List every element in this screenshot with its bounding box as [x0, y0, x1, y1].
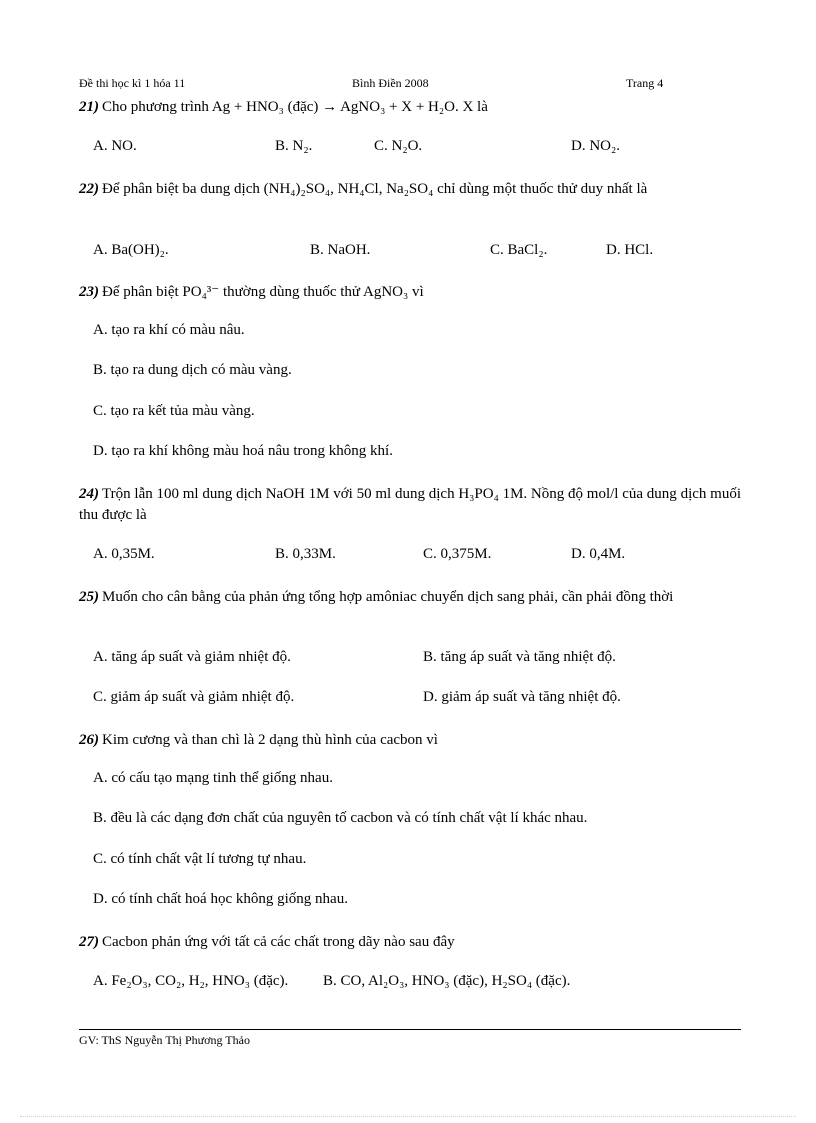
question-stem: Cho phương trình Ag + HNO₃ (đặc) → AgNO₃ + X + H₂O. X là [102, 99, 488, 115]
question-27 [79, 932, 741, 953]
question-23 [79, 282, 741, 303]
question-stem: Để phân biệt ba dung dịch (NH₄)₂SO₄, NH₄Cl, Na₂SO₄ chỉ dùng một thuốc thử duy nhất là [102, 181, 648, 197]
option-a: A. Ba(OH)₂. [93, 242, 169, 258]
option-b: B. đều là các dạng đơn chất của nguyên tố cacbon và có tính chất vật lí khác nhau. [93, 810, 588, 826]
option-a: A. Fe₂O₃, CO₂, H₂, HNO₃ (đặc). [93, 973, 289, 989]
option-d: D. có tính chất hoá học không giống nhau. [93, 891, 348, 907]
option-a: A. tạo ra khí có màu nâu. [93, 322, 245, 338]
question-number: 25) [79, 589, 99, 605]
footer-divider [79, 1029, 741, 1030]
option-a: A. NO. [93, 138, 137, 154]
header-page-number: Trang 4 [626, 76, 664, 90]
question-21 [79, 97, 741, 118]
header-exam-title: Đề thi học kì 1 hóa 11 [79, 76, 186, 90]
question-25 [79, 587, 741, 608]
option-b: B. 0,33M. [275, 546, 336, 562]
footer-teacher: GV: ThS Nguyễn Thị Phương Thảo [79, 1033, 250, 1047]
option-b: B. tạo ra dung dịch có màu vàng. [93, 362, 292, 378]
option-c: C. có tính chất vật lí tương tự nhau. [93, 851, 307, 867]
question-number: 24) [79, 486, 99, 502]
question-26 [79, 730, 741, 751]
question-number: 23) [79, 284, 99, 300]
option-a: A. 0,35M. [93, 546, 155, 562]
question-stem: Để phân biệt PO₄³⁻ thường dùng thuốc thử AgNO₃ vì [102, 284, 424, 300]
question-number: 27) [79, 934, 99, 950]
option-a: A. có cấu tạo mạng tinh thể giống nhau. [93, 770, 333, 786]
option-b: B. N₂. [275, 138, 313, 154]
option-d: D. giảm áp suất và tăng nhiệt độ. [423, 689, 621, 705]
option-d: D. tạo ra khí không màu hoá nâu trong không khí. [93, 443, 393, 459]
question-stem: Trộn lẫn 100 ml dung dịch NaOH 1M với 50 ml dung dịch H₃PO₄ 1M. Nồng độ mol/l của dung dịch muối thu được là [79, 486, 741, 523]
page-bottom-border [20, 1116, 796, 1117]
question-22 [79, 179, 741, 200]
option-c: C. N₂O. [374, 138, 423, 154]
question-stem: Kim cương và than chì là 2 dạng thù hình của cacbon vì [102, 732, 438, 748]
question-stem: Muốn cho cân bằng của phản ứng tổng hợp amôniac chuyển dịch sang phải, cần phải đồng thời [102, 589, 674, 605]
question-number: 26) [79, 732, 99, 748]
option-d: D. HCl. [606, 242, 654, 258]
option-d: D. NO₂. [571, 138, 620, 154]
option-c: C. BaCl₂. [490, 242, 548, 258]
option-b: B. NaOH. [310, 242, 371, 258]
option-c: C. tạo ra kết tủa màu vàng. [93, 403, 255, 419]
header-school-year: Bình Điền 2008 [352, 76, 429, 90]
question-24 [79, 484, 741, 526]
question-number: 21) [79, 99, 99, 115]
option-a: A. tăng áp suất và giảm nhiệt độ. [93, 649, 291, 665]
question-stem: Cacbon phản ứng với tất cả các chất trong dãy nào sau đây [102, 934, 455, 950]
question-number: 22) [79, 181, 99, 197]
option-b: B. CO, Al₂O₃, HNO₃ (đặc), H₂SO₄ (đặc). [323, 973, 571, 989]
option-d: D. 0,4M. [571, 546, 626, 562]
option-b: B. tăng áp suất và tăng nhiệt độ. [423, 649, 616, 665]
option-c: C. 0,375M. [423, 546, 492, 562]
option-c: C. giảm áp suất và giảm nhiệt độ. [93, 689, 295, 705]
